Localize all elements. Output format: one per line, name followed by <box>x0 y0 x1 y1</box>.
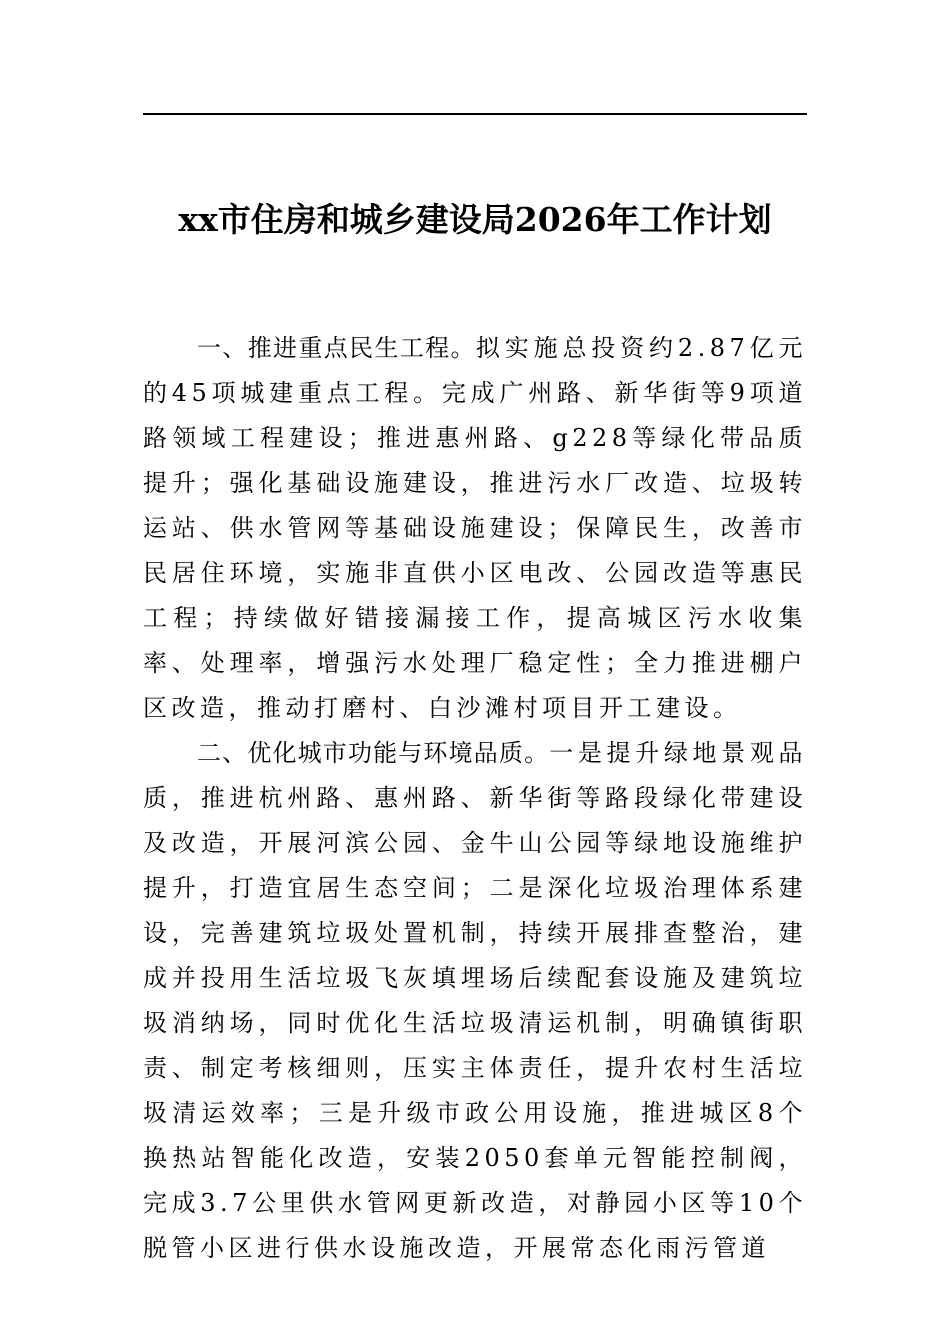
section-heading-1: 一、推进重点民生工程。 <box>197 334 476 362</box>
section-text-2: 一是提升绿地景观品质，推进杭州路、惠州路、新华街等路段绿化带建设及改造，开展河滨公园、金牛山公园等绿地设施维护提升，打造宜居生态空间；二是深化垃圾治理体系建设，完善建筑垃圾处置机制，持续开展排查整治，建成并投用生活垃圾飞灰填埋场后续配套设施及建筑垃圾消纳场，同时优化生活垃圾清运机制，明确镇街职责、制定考核细则，压实主体责任，提升农村生活垃圾清运效率；三是升级市政公用设施，推进城区8个换热站智能化改造，安装2050套单元智能控制阀，完成3.7公里供水管网更新改造，对静园小区等10个脱管小区进行供水设施改造，开展常态化雨污管道 <box>143 739 808 1262</box>
section-paragraph-1 <box>143 326 807 731</box>
section-heading-2: 二、优化城市功能与环境品质。 <box>197 739 550 767</box>
section-paragraph-2 <box>143 731 807 1271</box>
document-title: xx市住房和城乡建设局2026年工作计划 <box>178 200 772 239</box>
document-body <box>143 326 807 1271</box>
section-text-1: 拟实施总投资约2.87亿元的45项城建重点工程。完成广州路、新华街等9项道路领域工程建设；推进惠州路、g228等绿化带品质提升；强化基础设施建设，推进污水厂改造、垃圾转运站、供水管网等基础设施建设；保障民生，改善市民居住环境，实施非直供小区电改、公园改造等惠民工程；持续做好错接漏接工作，提高城区污水收集率、处理率，增强污水处理厂稳定性；全力推进棚户区改造，推动打磨村、白沙滩村项目开工建设。 <box>143 334 808 722</box>
header-rule <box>143 113 807 115</box>
